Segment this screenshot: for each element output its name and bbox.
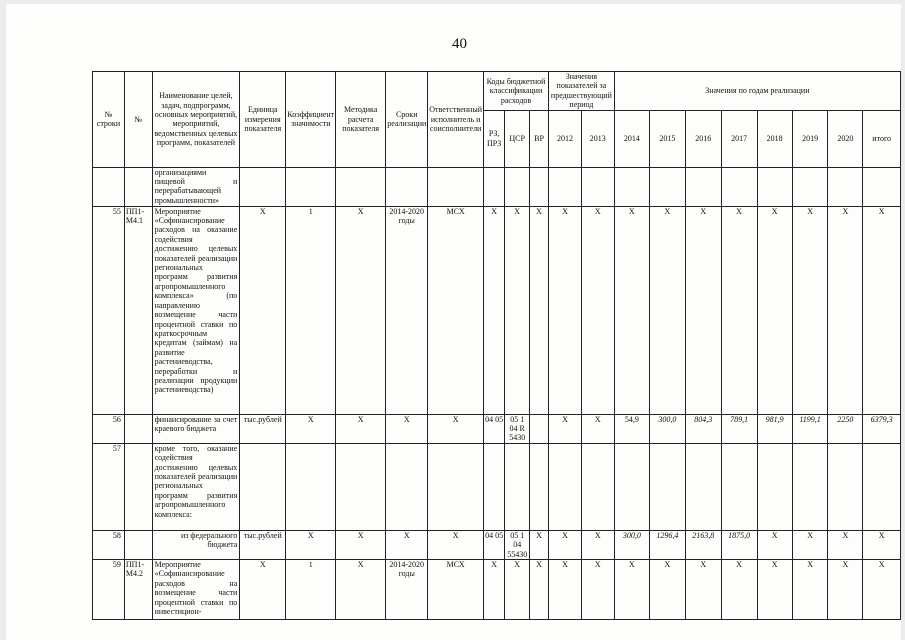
value-cell: X: [336, 560, 386, 620]
header-year: 2020: [828, 110, 863, 167]
value-cell: X: [530, 530, 549, 559]
value-cell: X: [286, 530, 336, 559]
value-cell: X: [240, 560, 286, 620]
value-cell: X: [721, 560, 757, 620]
value-cell: 981,9: [757, 414, 792, 443]
header-yearly-values: Значения по годам реализации: [614, 72, 900, 111]
value-cell: X: [549, 560, 582, 620]
table-row: [93, 414, 901, 443]
value-cell: тыс.рублей: [240, 414, 286, 443]
value-cell: X: [530, 560, 549, 620]
name-cell: Мероприятие «Софинансирование расходов на оказание содействия достижению целевых показателей реализации региональных программ развития агропромышленного комплекса» (по направлению возмещение части процентной ставки по краткосрочным кредитам (займам) на развитие растениеводства, переработки и реализации продукции растениеводства): [152, 206, 240, 414]
value-cell: X: [649, 560, 685, 620]
value-cell: X: [828, 530, 863, 559]
table-row: [93, 530, 901, 559]
header-year: 2013: [581, 110, 614, 167]
value-cell: X: [549, 530, 582, 559]
table-row: [93, 560, 901, 620]
value-cell: X: [757, 206, 792, 414]
value-cell: X: [286, 414, 336, 443]
value-cell: X: [336, 530, 386, 559]
header-unit-col: Единица измерения показателя: [240, 72, 286, 168]
value-cell: X: [792, 530, 828, 559]
value-cell: X: [505, 560, 530, 620]
value-cell: X: [483, 206, 504, 414]
code-cell: ПП1-М4.2: [124, 560, 152, 620]
value-cell: X: [614, 560, 649, 620]
value-cell: X: [386, 530, 428, 559]
value-cell: X: [792, 206, 828, 414]
value-cell: X: [530, 206, 549, 414]
value-cell: 1: [286, 206, 336, 414]
header-total: итого: [863, 110, 901, 167]
table-row: [93, 206, 901, 414]
value-cell: X: [685, 206, 721, 414]
table-row: [93, 167, 901, 206]
value-cell: 300,0: [614, 530, 649, 559]
value-cell: X: [336, 206, 386, 414]
value-cell: X: [428, 414, 484, 443]
header-year: 2015: [649, 110, 685, 167]
header-executor-col: Ответственный исполнитель и соисполнители: [428, 72, 484, 168]
header-csr: ЦСР: [505, 110, 530, 167]
value-cell: X: [386, 414, 428, 443]
value-cell: 04 05: [483, 414, 504, 443]
value-cell: X: [483, 560, 504, 620]
table-row: [93, 443, 901, 530]
value-cell: X: [505, 206, 530, 414]
document-page: [6, 4, 901, 640]
header-previous-period: Значения показателей за предшествующий период: [549, 72, 615, 111]
name-cell: финансирование за счет краевого бюджета: [152, 414, 240, 443]
row-number-cell: 57: [93, 443, 125, 530]
header-year: 2019: [792, 110, 828, 167]
value-cell: 789,1: [721, 414, 757, 443]
value-cell: 04 05: [483, 530, 504, 559]
name-cell: из федерального бюджета: [152, 530, 240, 559]
value-cell: 6379,3: [863, 414, 901, 443]
header-vr: ВР: [530, 110, 549, 167]
value-cell: X: [863, 206, 901, 414]
value-cell: X: [428, 530, 484, 559]
value-cell: X: [721, 206, 757, 414]
header-name-col: Наименование целей, задач, подпрограмм, основных мероприятий, мероприятий, ведомственных целевых программ, показателей: [152, 72, 240, 168]
header-terms-col: Сроки реализации: [386, 72, 428, 168]
header-year: 2016: [685, 110, 721, 167]
header-year: 2017: [721, 110, 757, 167]
value-cell: X: [685, 560, 721, 620]
value-cell: X: [649, 206, 685, 414]
row-number-cell: 58: [93, 530, 125, 559]
value-cell: 2163,8: [685, 530, 721, 559]
value-cell: X: [757, 560, 792, 620]
header-method-col: Методика расчета показателя: [336, 72, 386, 168]
value-cell: тыс.рублей: [240, 530, 286, 559]
value-cell: 2250: [828, 414, 863, 443]
value-cell: 54,9: [614, 414, 649, 443]
value-cell: 1199,1: [792, 414, 828, 443]
header-rz-prz: РЗ, ПРЗ: [483, 110, 504, 167]
name-cell: Мероприятие «Софинансирование расходов на возмещение части процентной ставки по инвестицион-: [152, 560, 240, 620]
name-cell: организациями пищевой и перерабатывающей промышленности»: [152, 167, 240, 206]
value-cell: X: [614, 206, 649, 414]
value-cell: [530, 414, 549, 443]
value-cell: МСХ: [428, 206, 484, 414]
value-cell: X: [792, 560, 828, 620]
header-year: 2012: [549, 110, 582, 167]
value-cell: 1296,4: [649, 530, 685, 559]
value-cell: X: [549, 206, 582, 414]
value-cell: X: [863, 530, 901, 559]
name-cell: кроме того, оказание содействия достижению целевых показателей реализации региональных программ развития агропромышленного комплекса:: [152, 443, 240, 530]
value-cell: 300,0: [649, 414, 685, 443]
value-cell: X: [240, 206, 286, 414]
value-cell: X: [828, 560, 863, 620]
header-year: 2014: [614, 110, 649, 167]
header-coefficient-col: Коэффициент значимости: [286, 72, 336, 168]
value-cell: X: [336, 414, 386, 443]
value-cell: X: [828, 206, 863, 414]
value-cell: 2014-2020 годы: [386, 560, 428, 620]
value-cell: X: [581, 414, 614, 443]
value-cell: 1875,0: [721, 530, 757, 559]
value-cell: X: [581, 206, 614, 414]
value-cell: 804,3: [685, 414, 721, 443]
value-cell: X: [863, 560, 901, 620]
value-cell: X: [581, 560, 614, 620]
header-number-col: №: [124, 72, 152, 168]
value-cell: X: [757, 530, 792, 559]
row-number-cell: 55: [93, 206, 125, 414]
code-cell: ПП1-М4.1: [124, 206, 152, 414]
page-number: 40: [452, 36, 467, 52]
value-cell: X: [549, 414, 582, 443]
row-number-cell: 59: [93, 560, 125, 620]
value-cell: 05 1 04 55430: [505, 530, 530, 559]
row-number-cell: 56: [93, 414, 125, 443]
value-cell: 1: [286, 560, 336, 620]
value-cell: 05 1 04 R 5430: [505, 414, 530, 443]
value-cell: X: [581, 530, 614, 559]
header-budget-codes: Коды бюджетной классификации расходов: [483, 72, 548, 111]
value-cell: МСХ: [428, 560, 484, 620]
value-cell: 2014-2020 годы: [386, 206, 428, 414]
header-row-number-col: № строки: [93, 72, 125, 168]
header-year: 2018: [757, 110, 792, 167]
indicators-table: [92, 71, 901, 620]
